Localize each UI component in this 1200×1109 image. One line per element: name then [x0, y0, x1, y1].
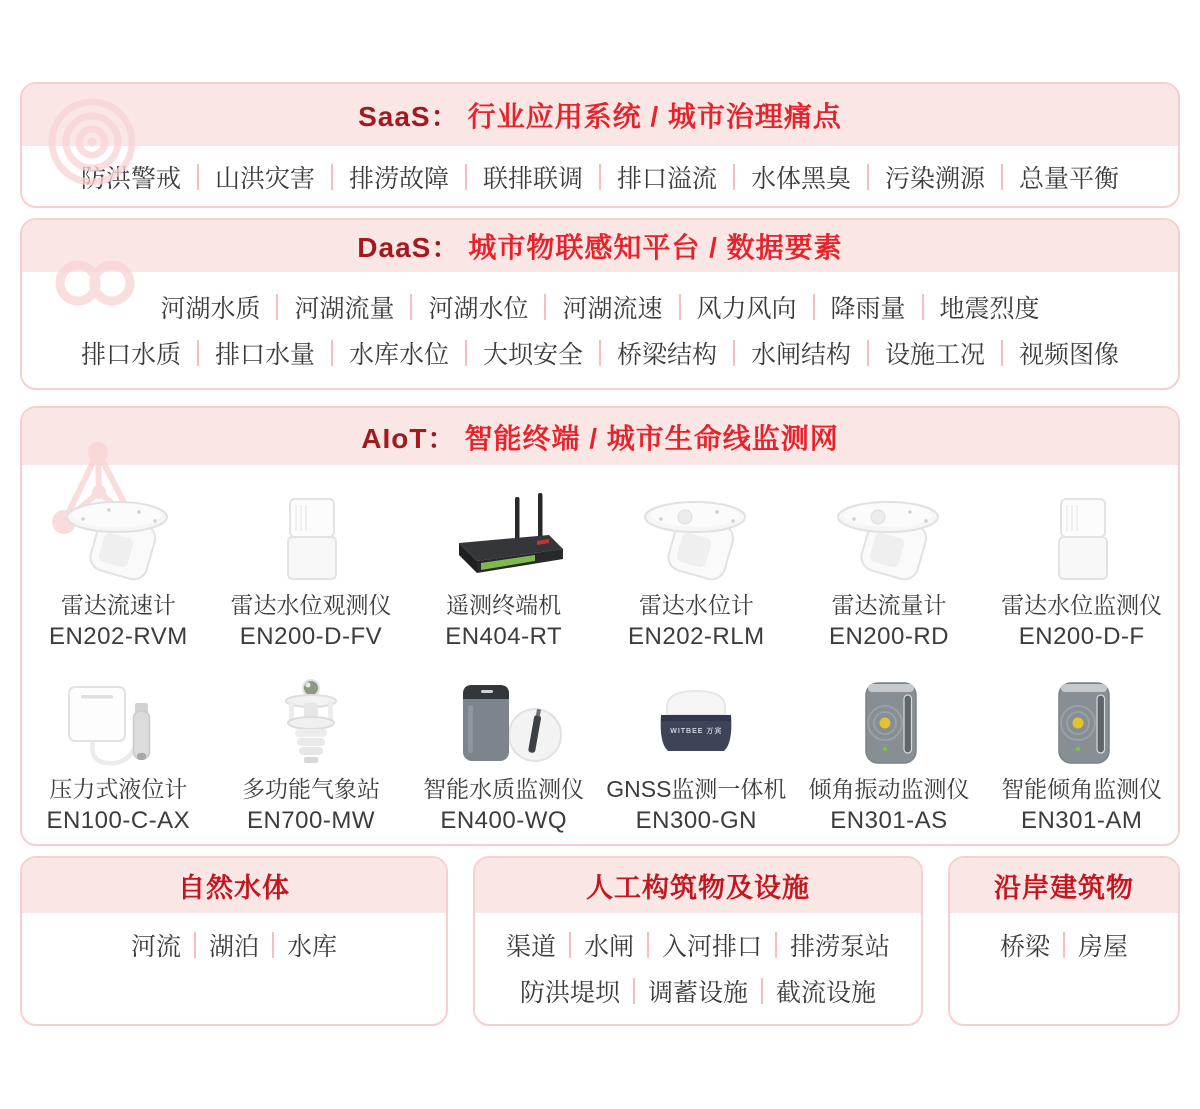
natural-water-items — [118, 927, 350, 963]
product-model: EN200-RD — [828, 623, 950, 650]
product-name: 压力式液位计 — [49, 776, 188, 802]
daas-item: 河湖流速 — [562, 295, 663, 323]
bottom-item: 截流设施 — [776, 979, 877, 1007]
product-name: 倾角振动监测仪 — [808, 776, 970, 802]
aiot-title-prefix: AIoT： — [361, 422, 457, 454]
natural-water-title: 自然水体 — [178, 873, 290, 903]
daas-header — [22, 220, 1178, 272]
daas-item: 视频图像 — [1019, 341, 1120, 369]
saas-item: 排涝故障 — [348, 165, 449, 193]
product-card — [407, 491, 600, 653]
daas-title-prefix: DaaS： — [357, 232, 461, 263]
artificial-structures-header — [475, 858, 921, 913]
bottom-row — [20, 856, 1180, 1026]
product-model: EN404-RT — [445, 623, 563, 650]
product-card — [22, 675, 215, 837]
water-level-observer-image — [236, 491, 386, 587]
radar-velocity-meter-image — [43, 491, 193, 587]
daas-title-main: 城市物联感知平台 / 数据要素 — [468, 232, 843, 263]
daas-item: 水库水位 — [348, 341, 449, 369]
radar-water-level-meter-image — [621, 491, 771, 587]
product-model: EN301-AM — [1020, 807, 1143, 834]
bottom-item: 渠道 — [505, 933, 556, 961]
product-name: 遥测终端机 — [446, 592, 562, 618]
bottom-item: 桥梁 — [999, 933, 1050, 961]
saas-item: 山洪灾害 — [214, 165, 315, 193]
saas-items-row — [22, 146, 1178, 208]
product-name: 雷达水位监测仪 — [1001, 592, 1163, 618]
aiot-header — [22, 408, 1178, 465]
product-model: EN202-RLM — [628, 623, 765, 650]
water-quality-monitor-image — [429, 675, 579, 771]
daas-items-row1 — [22, 289, 1178, 325]
bottom-item: 防洪堤坝 — [519, 979, 620, 1007]
artificial-structures-title: 人工构筑物及设施 — [586, 873, 810, 903]
daas-item: 水闸结构 — [751, 341, 852, 369]
product-model: EN200-D-F — [1018, 623, 1145, 650]
water-level-monitor-image — [1007, 491, 1157, 587]
product-card — [600, 675, 793, 837]
product-card — [793, 675, 986, 837]
product-card — [215, 675, 408, 837]
product-name: 雷达流速计 — [60, 592, 176, 618]
bottom-item: 调蓄设施 — [647, 979, 748, 1007]
product-card — [407, 675, 600, 837]
product-card — [600, 491, 793, 653]
weather-station-image — [236, 675, 386, 771]
pressure-level-gauge-image — [43, 675, 193, 771]
daas-items-row2 — [22, 335, 1178, 371]
daas-item: 排口水质 — [80, 341, 181, 369]
coastal-buildings-title: 沿岸建筑物 — [994, 873, 1134, 903]
product-model: EN400-WQ — [440, 807, 568, 834]
product-model: EN301-AS — [830, 807, 948, 834]
product-model: EN300-GN — [635, 807, 758, 834]
aiot-panel — [20, 406, 1180, 846]
saas-item: 联排联调 — [482, 165, 583, 193]
artificial-structures-items-row1 — [493, 927, 903, 963]
gnss-brand-label: WITBEE 万宾 — [670, 728, 723, 735]
natural-water-header — [22, 858, 446, 913]
product-model: EN700-MW — [246, 807, 375, 834]
gnss-monitor-image — [621, 675, 771, 771]
saas-item: 总量平衡 — [1019, 165, 1120, 193]
daas-item: 设施工况 — [885, 341, 986, 369]
daas-panel — [20, 218, 1180, 390]
daas-item: 排口水量 — [214, 341, 315, 369]
saas-item: 排口溢流 — [617, 165, 718, 193]
artificial-structures-box — [473, 856, 923, 1026]
product-card — [985, 491, 1178, 653]
daas-item: 河湖水位 — [428, 295, 529, 323]
bottom-item: 房屋 — [1078, 933, 1129, 961]
artificial-structures-items-row2 — [507, 973, 889, 1009]
product-name: 雷达水位观测仪 — [230, 592, 392, 618]
coastal-buildings-items — [987, 927, 1141, 963]
coastal-buildings-header — [950, 858, 1178, 913]
saas-item: 水体黑臭 — [751, 165, 852, 193]
product-name: 雷达流量计 — [831, 592, 947, 618]
bottom-item: 水闸 — [583, 933, 634, 961]
daas-item: 桥梁结构 — [617, 341, 718, 369]
saas-panel — [20, 82, 1180, 208]
bottom-item: 河流 — [130, 933, 181, 961]
aiot-products-grid — [22, 465, 1178, 837]
product-name: 多功能气象站 — [241, 776, 380, 802]
daas-item: 大坝安全 — [482, 341, 583, 369]
bottom-item: 入河排口 — [662, 933, 763, 961]
product-name: 雷达水位计 — [638, 592, 754, 618]
product-model: EN100-C-AX — [46, 807, 191, 834]
product-model: EN200-D-FV — [239, 623, 383, 650]
radar-flow-meter-image — [814, 491, 964, 587]
product-card — [22, 491, 215, 653]
product-card — [215, 491, 408, 653]
product-model: EN202-RVM — [48, 623, 188, 650]
saas-title-main: 行业应用系统 / 城市治理痛点 — [467, 101, 842, 132]
daas-item: 河湖流量 — [294, 295, 395, 323]
natural-water-box — [20, 856, 448, 1026]
product-name: 智能倾角监测仪 — [1001, 776, 1163, 802]
smart-tilt-monitor-image — [1007, 675, 1157, 771]
bottom-item: 排涝泵站 — [790, 933, 891, 961]
bottom-item: 湖泊 — [208, 933, 259, 961]
saas-item: 防洪警戒 — [80, 165, 181, 193]
bottom-item: 水库 — [287, 933, 338, 961]
daas-item: 地震烈度 — [939, 295, 1040, 323]
product-card — [793, 491, 986, 653]
daas-item: 风力风向 — [696, 295, 797, 323]
daas-item: 河湖水质 — [160, 295, 261, 323]
daas-item: 降雨量 — [830, 295, 906, 323]
saas-header — [22, 84, 1178, 146]
saas-title-prefix: SaaS： — [358, 101, 460, 132]
tilt-vibration-monitor-image — [814, 675, 964, 771]
product-card — [985, 675, 1178, 837]
saas-item: 污染溯源 — [885, 165, 986, 193]
coastal-buildings-box — [948, 856, 1180, 1026]
telemetry-terminal-image — [429, 491, 579, 587]
product-name: GNSS监测一体机 — [606, 776, 787, 802]
product-name: 智能水质监测仪 — [423, 776, 585, 802]
aiot-title-main: 智能终端 / 城市生命线监测网 — [464, 422, 839, 454]
